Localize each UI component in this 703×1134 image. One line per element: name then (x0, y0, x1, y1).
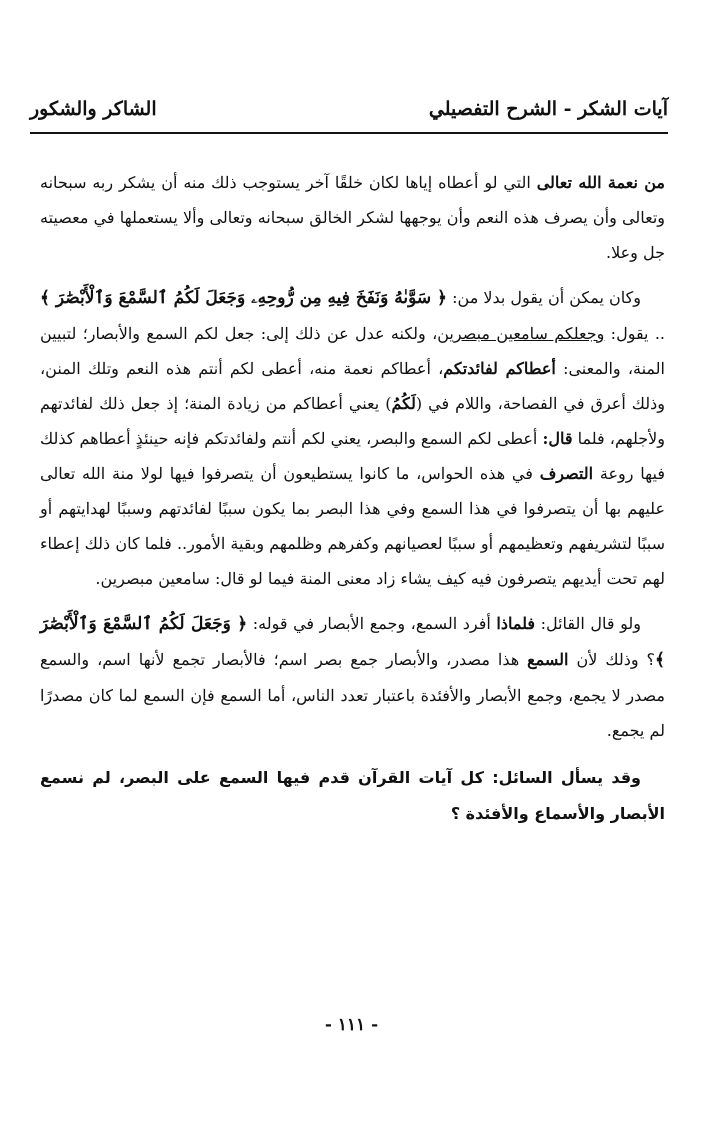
paragraph-1 (40, 165, 665, 270)
paragraph-2 (40, 280, 665, 596)
paragraph-3-bold-2: السمع (527, 650, 569, 669)
paragraph-3-bold-1: فلماذا (496, 614, 536, 633)
paragraph-2-bold-3: قال: (542, 429, 573, 448)
paragraph-2-bold-1: أعطاكم لفائدتكم (443, 359, 556, 378)
quran-verse-1: ﴿ سَوَّىٰهُ وَنَفَخَ فِيهِ مِن رُّوحِهِۦ وَجَعَلَ لَكُمُ ٱلسَّمْعَ وَٱلْأَبْصَٰرَ ﴾ (40, 288, 448, 308)
paragraph-3-text-c: ؟ وذلك لأن (568, 650, 656, 669)
header-divider (30, 132, 668, 134)
paragraph-1-text: التي لو أعطاه إياها لكان خلقًا آخر يستوجب ذلك منه أن يشكر ربه سبحانه وتعالى وأن يصرف هذه النعم وأن يوجهها لشكر الخالق سبحانه وتعالى وألا يستعملها في معصيته جل وعلا. (40, 173, 665, 262)
page-number: - ١١١ - (324, 1015, 379, 1035)
paragraph-3-text-a: ولو قال القائل: (535, 614, 641, 633)
book-section-title: آيات الشكر - الشرح التفصيلي (428, 98, 668, 120)
question-paragraph: وقد يسأل السائل: كل آيات القرآن قدم فيها السمع على البصر، لم نسمع الأبصار والأسماع والأفئدة ؟ (40, 768, 665, 823)
paragraph-3 (40, 606, 665, 748)
quran-verse-2: ﴿ وَجَعَلَ لَكُمُ ٱلسَّمْعَ وَٱلْأَبْصَٰرَ ﴾ (40, 614, 665, 670)
paragraph-2-text-e: ) يعني أعطاكم من زيادة المنة؛ إذ جعل ذلك لفائدتهم ولأجلهم، فلما (40, 394, 666, 448)
paragraph-3-text-b: أفرد السمع، وجمع الأبصار في قوله: (247, 614, 497, 633)
paragraph-2-text-a: وكان يمكن أن يقول بدلا من: (447, 288, 642, 307)
chapter-title: الشاكر والشكور (30, 98, 157, 120)
paragraph-2-text-f: أعطى لكم السمع والبصر، يعني لكم أنتم ولفائدتكم فإنه حينئذٍ أعطاهم كذلك فيها روعة (40, 429, 665, 483)
paragraph-2-bold-4: التصرف (539, 464, 594, 483)
paragraph-2-text-b: .. يقول: (604, 324, 665, 343)
paragraph-1-bold-lead: من نعمة الله تعالى (536, 173, 666, 192)
paragraph-2-text-g: في هذه الحواس، ما كانوا يستطيعون أن يتصرفوا فيها لولا منة الله تعالى عليهم بها أن يتصرفوا في هذا السمع وفي هذا البصر بما يكون سببًا لفائدتهم وسببًا لهدايتهم أو سببًا لتشريفهم وتعظيمهم أو سببًا لعصيانهم وكفرهم وظلمهم وبقية الأمور.. فلما كان ذلك إعطاء لهم تحت أيديهم يتصرفون فيه كيف يشاء زاد معنى المنة فيما لو قال: سامعين مبصرين. (40, 464, 665, 588)
paragraph-3-text-d: هذا مصدر، والأبصار جمع بصر اسم؛ فالأبصار تجمع لأنها اسم، والسمع مصدر لا يجمع، وجمع الأبصار والأفئدة باعتبار تعدد الناس، أما السمع فإن السمع لما كان مصدرًا لم يجمع. (40, 650, 665, 740)
underlined-phrase: وجعلكم سامعين مبصرين (437, 324, 605, 343)
page-body (40, 165, 665, 842)
paragraph-2-text-c: ، ولكنه عدل عن ذلك إلى: جعل لكم السمع والأبصار؛ لتبيين المنة، والمعنى: (40, 324, 666, 378)
paragraph-2-text-d: ، أعطاكم نعمة منه، أعطى لكم أنتم هذه النعم وتلك المنن، وذلك أعرق في الفصاحة، واللام في ( (40, 359, 666, 413)
paragraph-2-bold-2: لَكُمُ (391, 394, 416, 413)
page-header (30, 98, 668, 130)
